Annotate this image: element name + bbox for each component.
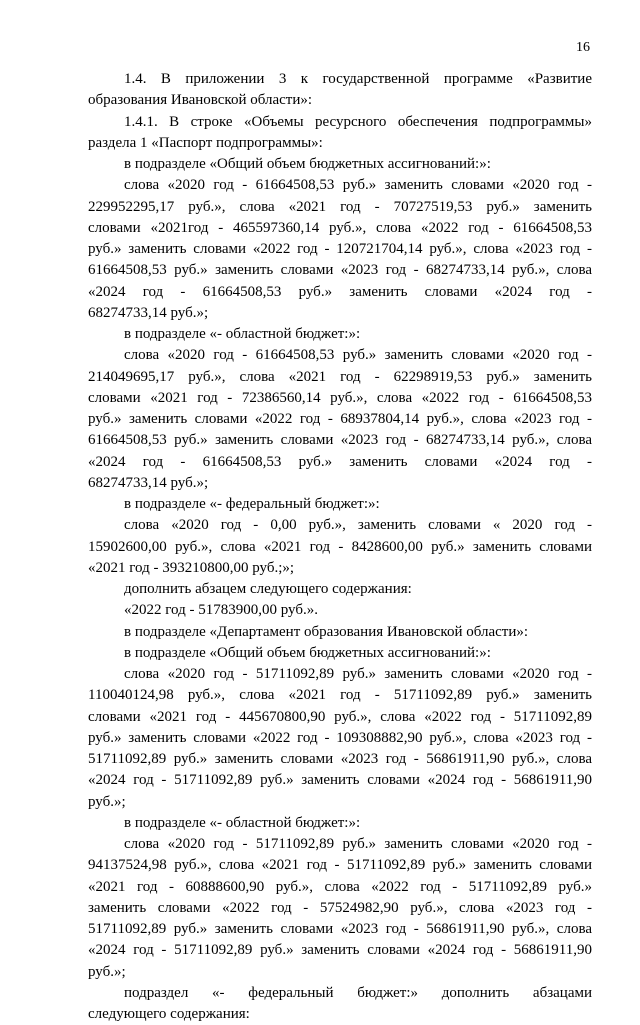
text-line: раздела 1 «Паспорт подпрограммы»: xyxy=(88,134,323,151)
text-line: в подразделе «Общий объем бюджетных ассигнований:»: xyxy=(124,156,491,172)
text-line: в подразделе «- областной бюджет:»: xyxy=(124,326,361,342)
text-line: 68274733,14 руб.»; xyxy=(88,304,209,321)
text-line: 110040124,98 руб.», слова «2021 год - 51711092,89 руб.» заменить xyxy=(88,687,592,704)
text-line: руб.» заменить словами «2022 год - 68937804,14 руб.», слова «2023 год - xyxy=(88,411,592,427)
text-line: 15902600,00 руб.», слова «2021 год - 8428600,00 руб.» заменить словами xyxy=(88,538,592,555)
text-line: дополнить абзацем следующего содержания: xyxy=(124,581,412,597)
text-line: в подразделе «- федеральный бюджет:»: xyxy=(124,496,380,512)
text-line: руб.»; xyxy=(88,963,126,980)
text-line: «2021 год - 60888600,90 руб.», слова «2022 год - 51711092,89 руб.» xyxy=(88,878,592,895)
text-line: подраздел «- федеральный бюджет:» дополнить абзацами xyxy=(124,984,592,1001)
text-line: словами «2021 год - 72386560,14 руб.», слова «2022 год - 61664508,53 xyxy=(88,389,592,406)
text-line: «2024 год - 61664508,53 руб.» заменить словами «2024 год - xyxy=(88,453,592,470)
text-line: 229952295,17 руб.», слова «2021 год - 70727519,53 руб.» заменить xyxy=(88,198,592,215)
text-line: «2022 год - 51783900,00 руб.». xyxy=(124,602,318,619)
text-line: 214049695,17 руб.», слова «2021 год - 62298919,53 руб.» заменить xyxy=(88,368,592,385)
text-line: 1.4. В приложении 3 к государственной программе «Развитие xyxy=(124,71,592,87)
document-body xyxy=(88,69,592,1025)
text-line: слова «2020 год - 51711092,89 руб.» заменить словами «2020 год - xyxy=(124,666,592,682)
text-line: руб.» заменить словами «2022 год - 109308882,90 руб.», слова «2023 год - xyxy=(88,729,592,746)
text-line: следующего содержания: xyxy=(88,1006,250,1022)
text-line: 61664508,53 руб.» заменить словами «2023 год - 68274733,14 руб.», слова xyxy=(88,432,592,449)
text-line: 94137524,98 руб.», слова «2021 год - 51711092,89 руб.» заменить словами xyxy=(88,857,592,874)
text-line: «2024 год - 51711092,89 руб.» заменить словами «2024 год - 56861911,90 xyxy=(88,942,592,959)
text-line: слова «2020 год - 0,00 руб.», заменить словами « 2020 год - xyxy=(124,517,592,534)
text-line: образования Ивановской области»: xyxy=(88,92,313,109)
text-line: в подразделе «Департамент образования Ивановской области»: xyxy=(124,623,529,640)
text-line: 61664508,53 руб.» заменить словами «2023 год - 68274733,14 руб.», слова xyxy=(88,262,592,279)
text-line: 51711092,89 руб.» заменить словами «2023 год - 56861911,90 руб.», слова xyxy=(88,921,592,937)
text-line: в подразделе «Общий объем бюджетных ассигнований:»: xyxy=(124,644,491,661)
text-line: словами «2021год - 465597360,14 руб.», слова «2022 год - 61664508,53 xyxy=(88,219,592,236)
text-line: в подразделе «- областной бюджет:»: xyxy=(124,814,361,831)
text-line: руб.»; xyxy=(88,793,126,810)
text-line: слова «2020 год - 61664508,53 руб.» заменить словами «2020 год - xyxy=(124,347,592,364)
text-line: «2024 год - 51711092,89 руб.» заменить словами «2024 год - 56861911,90 xyxy=(88,772,592,789)
page-number: 16 xyxy=(576,40,590,55)
text-line: слова «2020 год - 51711092,89 руб.» заменить словами «2020 год - xyxy=(124,836,592,852)
text-line: 51711092,89 руб.» заменить словами «2023 год - 56861911,90 руб.», слова xyxy=(88,751,592,767)
text-line: заменить словами «2022 год - 57524982,90 руб.», слова «2023 год - xyxy=(88,899,592,916)
text-line: «2021 год - 393210800,00 руб.;»; xyxy=(88,559,295,576)
text-line: 68274733,14 руб.»; xyxy=(88,474,209,491)
text-line: руб.» заменить словами «2022 год - 120721704,14 руб.», слова «2023 год - xyxy=(88,241,592,257)
text-line: слова «2020 год - 61664508,53 руб.» заменить словами «2020 год - xyxy=(124,177,592,194)
text-line: «2024 год - 61664508,53 руб.» заменить словами «2024 год - xyxy=(88,283,592,300)
text-line: словами «2021 год - 445670800,90 руб.», слова «2022 год - 51711092,89 xyxy=(88,708,592,725)
text-line: 1.4.1. В строке «Объемы ресурсного обеспечения подпрограммы» xyxy=(124,113,592,130)
